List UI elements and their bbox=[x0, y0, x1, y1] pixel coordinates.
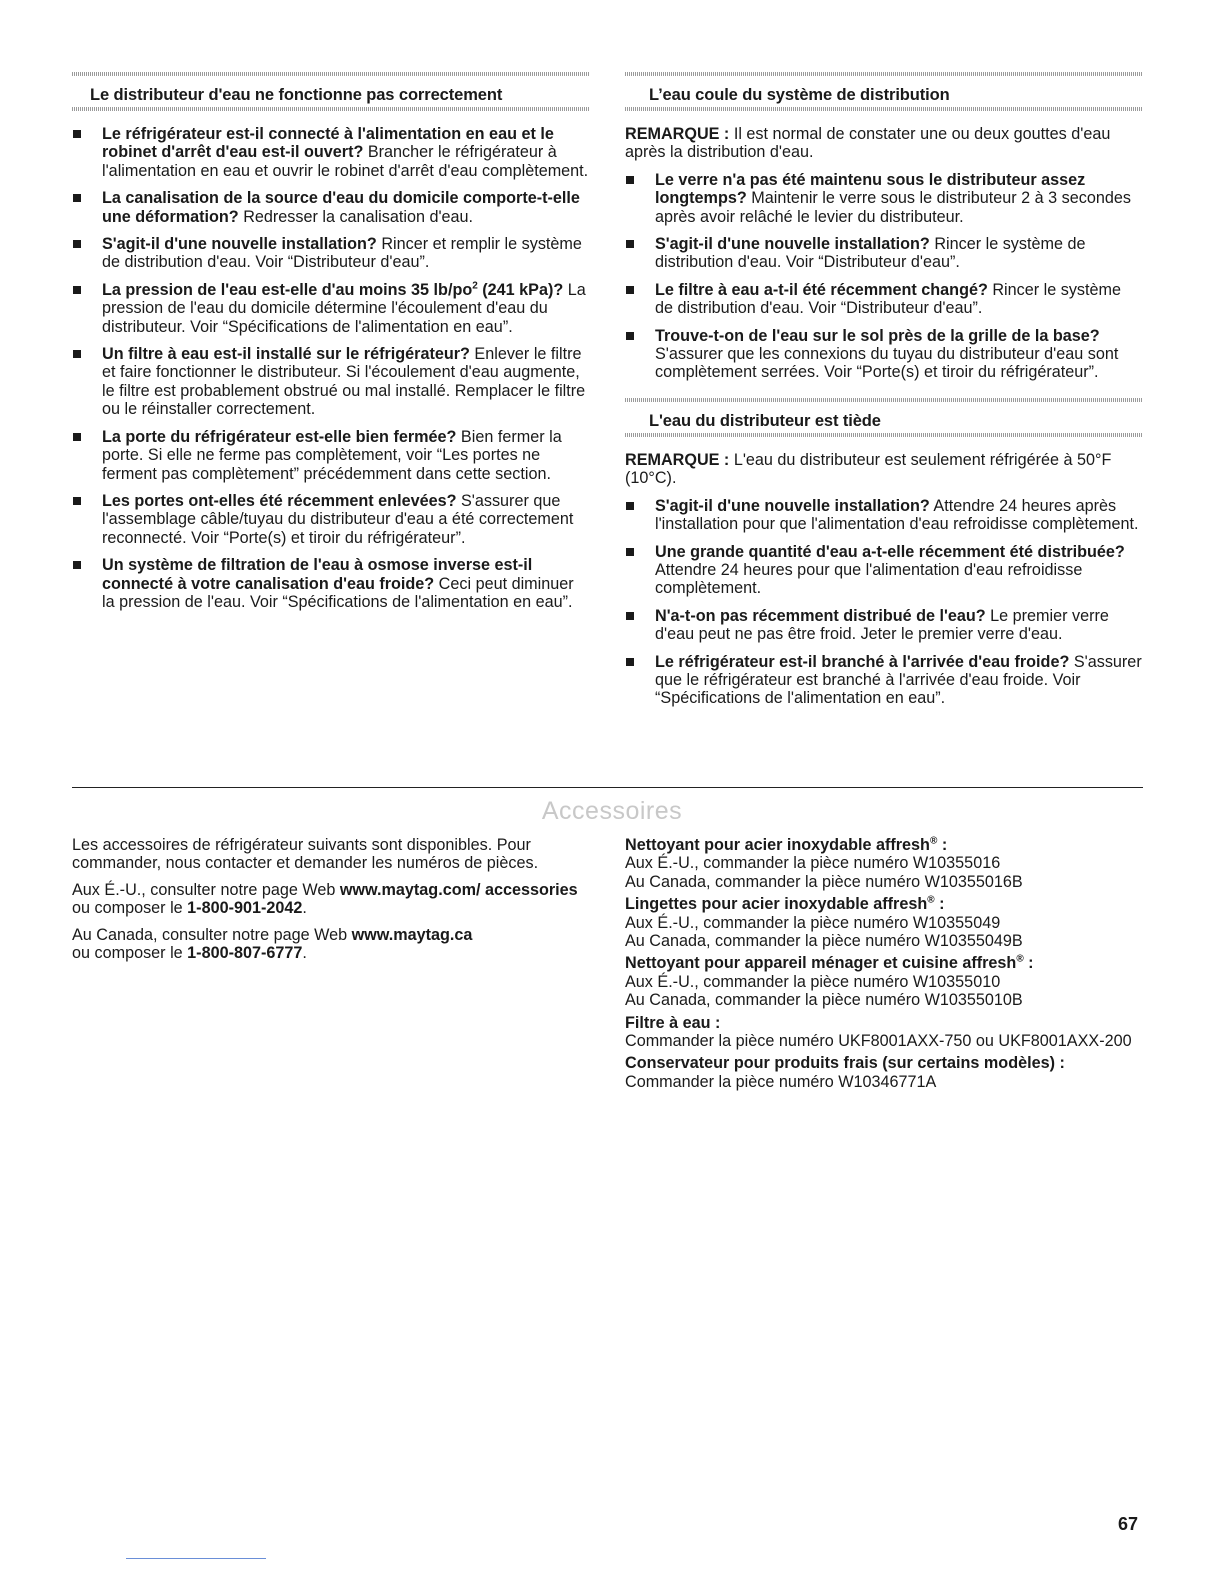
canada-contact-paragraph: Au Canada, consulter notre page Web www.maytag.ca ou composer le 1-800-807-6777. bbox=[72, 925, 473, 963]
answer-text: Attendre 24 heures pour que l'alimentation d'eau refroidisse complètement. bbox=[655, 560, 1083, 598]
left-column bbox=[72, 72, 590, 620]
page-number: 67 bbox=[1118, 1514, 1139, 1534]
us-contact-paragraph: Aux É.-U., consulter notre page Web www.maytag.com/ accessories ou composer le 1-800-901-2042. bbox=[72, 880, 578, 918]
list-item bbox=[625, 235, 1143, 272]
question-text: Le filtre à eau a-t-il été récemment changé? bbox=[655, 280, 988, 299]
intro-paragraph: Les accessoires de réfrigérateur suivants sont disponibles. Pour commander, nous contacter et demander les numéros de pièces. bbox=[72, 836, 539, 873]
bullet-square-icon bbox=[626, 286, 634, 294]
bullet-square-icon bbox=[626, 502, 634, 510]
accessory-part-line: Au Canada, commander la pièce numéro W10355016B bbox=[625, 872, 1023, 891]
list-item bbox=[72, 235, 590, 272]
list-item bbox=[72, 189, 590, 226]
answer-text: Le premier verre d'eau peut ne pas être froid. Jeter le premier verre d'eau. bbox=[655, 606, 1109, 644]
accessory-part-line: Commander la pièce numéro W10346771A bbox=[625, 1072, 937, 1091]
answer-text: Ceci peut diminuer la pression de l'eau. Voir “Spécifications de l'alimentation en eau”. bbox=[102, 574, 574, 611]
section-divider bbox=[72, 787, 1143, 788]
answer-text: S'assurer que les connexions du tuyau du distributeur d'eau sont complètement serrées. Voir “Porte(s) et tiroir du réfrigérateur”. bbox=[655, 345, 1119, 382]
answer-text: S'assurer que le réfrigérateur est branché à l'arrivée d'eau froide. Voir “Spécifications de l'alimentation en eau”. bbox=[655, 652, 1142, 708]
us-phone-number: 1-800-901-2042 bbox=[187, 899, 303, 918]
list-item bbox=[72, 345, 590, 419]
answer-text: Rincer le système de distribution d'eau. Voir “Distributeur d'eau”. bbox=[655, 280, 1121, 318]
accessories-intro bbox=[72, 836, 592, 970]
bullet-square-icon bbox=[73, 130, 81, 138]
list-item bbox=[625, 543, 1143, 598]
accessory-title: Filtre à eau : bbox=[625, 1013, 721, 1032]
answer-text: La pression de l'eau du domicile détermine l'écoulement d'eau du distributeur. Voir “Spécifications de l'alimentation en eau”. bbox=[102, 280, 586, 336]
list-item bbox=[625, 607, 1143, 644]
bullet-square-icon bbox=[73, 240, 81, 248]
bullet-square-icon bbox=[626, 612, 634, 620]
accessory-part-line: Aux É.-U., commander la pièce numéro W10355016 bbox=[625, 854, 1001, 873]
bullet-square-icon bbox=[73, 194, 81, 202]
question-text: La canalisation de la source d'eau du domicile comporte-t-elle une déformation? bbox=[102, 189, 580, 226]
accessory-item bbox=[625, 1054, 1143, 1091]
accessory-title: Conservateur pour produits frais (sur certains modèles) : bbox=[625, 1054, 1065, 1073]
question-text: S'agit-il d'une nouvelle installation? bbox=[655, 235, 930, 254]
canada-website-link[interactable]: www.maytag.ca bbox=[351, 925, 473, 944]
list-item bbox=[72, 428, 590, 483]
footer-line bbox=[126, 1558, 266, 1559]
answer-text: S'assurer que l'assemblage câble/tuyau du distributeur d'eau a été correctement reconnecté. Voir “Porte(s) et tiroir du réfrigérateur”. bbox=[102, 491, 574, 547]
bullet-square-icon bbox=[73, 497, 81, 505]
accessory-part-line: Aux É.-U., commander la pièce numéro W10355049 bbox=[625, 913, 1001, 932]
us-website-link[interactable]: www.maytag.com/ accessories bbox=[339, 880, 578, 899]
list-item bbox=[72, 125, 590, 180]
question-text: S'agit-il d'une nouvelle installation? bbox=[102, 235, 377, 254]
bullet-square-icon bbox=[73, 433, 81, 441]
list-item bbox=[72, 492, 590, 547]
list-item bbox=[625, 171, 1143, 226]
accessory-part-line: Au Canada, commander la pièce numéro W10355010B bbox=[625, 991, 1023, 1010]
accessory-title: Nettoyant pour acier inoxydable affresh® : bbox=[625, 835, 948, 854]
answer-text: Enlever le filtre et faire fonctionner le distributeur. Si l'écoulement d'eau augmente, le filtre est probablement obstrué ou mal installé. Remplacer le filtre ou le réinstaller correctement. bbox=[102, 345, 586, 419]
note-paragraph: REMARQUE : L'eau du distributeur est seulement réfrigérée à 50°F (10°C). bbox=[625, 450, 1112, 488]
question-text: Trouve-t-on de l'eau sur le sol près de la grille de la base? bbox=[655, 326, 1100, 345]
list-item bbox=[625, 327, 1143, 382]
question-text: Le réfrigérateur est-il branché à l'arrivée d'eau froide? bbox=[655, 652, 1070, 671]
accessory-title: Lingettes pour acier inoxydable affresh® : bbox=[625, 894, 945, 914]
accessory-part-line: Au Canada, commander la pièce numéro W10355049B bbox=[625, 932, 1023, 951]
answer-text: Redresser la canalisation d'eau. bbox=[238, 207, 474, 226]
accessory-title: Nettoyant pour appareil ménager et cuisine affresh® : bbox=[625, 954, 1034, 973]
question-text: Le verre n'a pas été maintenu sous le distributeur assez longtemps? bbox=[655, 170, 1086, 208]
question-text: La porte du réfrigérateur est-elle bien fermée? bbox=[102, 427, 457, 446]
question-text: Une grande quantité d'eau a-t-elle récemment été distribuée? bbox=[655, 542, 1125, 561]
troubleshooting-list bbox=[625, 497, 1143, 708]
question-text: S'agit-il d'une nouvelle installation? bbox=[655, 496, 930, 515]
bullet-square-icon bbox=[73, 561, 81, 569]
section-heading-water-leaks: L’eau coule du système de distribution bbox=[625, 72, 1143, 111]
accessories-list bbox=[625, 836, 1143, 1095]
question-text: N'a-t-on pas récemment distribué de l'eau? bbox=[655, 606, 986, 625]
answer-text: Rincer le système de distribution d'eau. Voir “Distributeur d'eau”. bbox=[655, 235, 1086, 272]
bullet-square-icon bbox=[626, 332, 634, 340]
question-text: Le réfrigérateur est-il connecté à l'alimentation en eau et le robinet d'arrêt d'eau est-il ouvert? bbox=[102, 125, 554, 162]
bullet-square-icon bbox=[73, 350, 81, 358]
canada-phone-number: 1-800-807-6777 bbox=[187, 944, 303, 963]
accessories-title: Accessoires bbox=[541, 797, 683, 825]
note-paragraph: REMARQUE : Il est normal de constater une ou deux gouttes d'eau après la distribution d'eau. bbox=[625, 125, 1111, 162]
answer-text: Brancher le réfrigérateur à l'alimentation en eau et ouvrir le robinet d'arrêt d'eau complètement. bbox=[102, 143, 589, 180]
list-item bbox=[72, 556, 590, 611]
question-text: Un filtre à eau est-il installé sur le réfrigérateur? bbox=[102, 345, 470, 364]
accessory-item bbox=[625, 1014, 1143, 1051]
list-item bbox=[625, 281, 1143, 318]
bullet-square-icon bbox=[626, 548, 634, 556]
right-column bbox=[625, 72, 1143, 717]
bullet-square-icon bbox=[626, 176, 634, 184]
answer-text: Bien fermer la porte. Si elle ne ferme pas complètement, voir “Les portes ne ferment pas complètement” précédemment dans cette section. bbox=[102, 427, 562, 483]
troubleshooting-list bbox=[72, 125, 590, 611]
accessory-item bbox=[625, 954, 1143, 1009]
answer-text: Attendre 24 heures après l'installation pour que l'alimentation d'eau refroidisse complètement. bbox=[655, 496, 1139, 534]
section-heading-dispenser-not-working: Le distributeur d'eau ne fonctionne pas correctement bbox=[72, 72, 590, 111]
troubleshooting-list bbox=[625, 171, 1143, 382]
accessory-part-line: Commander la pièce numéro UKF8001AXX-750 ou UKF8001AXX-200 bbox=[625, 1032, 1132, 1051]
answer-text: Maintenir le verre sous le distributeur 2 à 3 secondes après avoir relâché le levier du distributeur. bbox=[655, 189, 1131, 226]
list-item bbox=[625, 653, 1143, 708]
question-text: La pression de l'eau est-elle d'au moins 35 $lb/po^2$ (241 kPa)? bbox=[102, 280, 564, 299]
accessory-item bbox=[625, 836, 1143, 891]
question-text: Les portes ont-elles été récemment enlevées? bbox=[102, 491, 457, 510]
bullet-square-icon bbox=[626, 240, 634, 248]
answer-text: Rincer et remplir le système de distribution d'eau. Voir “Distributeur d'eau”. bbox=[102, 235, 582, 272]
list-item bbox=[72, 281, 590, 336]
question-text: Un système de filtration de l'eau à osmose inverse est-il connecté à votre canalisation d'eau froide? bbox=[102, 556, 533, 593]
accessory-part-line: Aux É.-U., commander la pièce numéro W10355010 bbox=[625, 972, 1001, 991]
accessory-item bbox=[625, 895, 1143, 950]
section-heading-water-lukewarm: L'eau du distributeur est tiède bbox=[625, 398, 1143, 437]
bullet-square-icon bbox=[73, 286, 81, 294]
list-item bbox=[625, 497, 1143, 534]
bullet-square-icon bbox=[626, 658, 634, 666]
